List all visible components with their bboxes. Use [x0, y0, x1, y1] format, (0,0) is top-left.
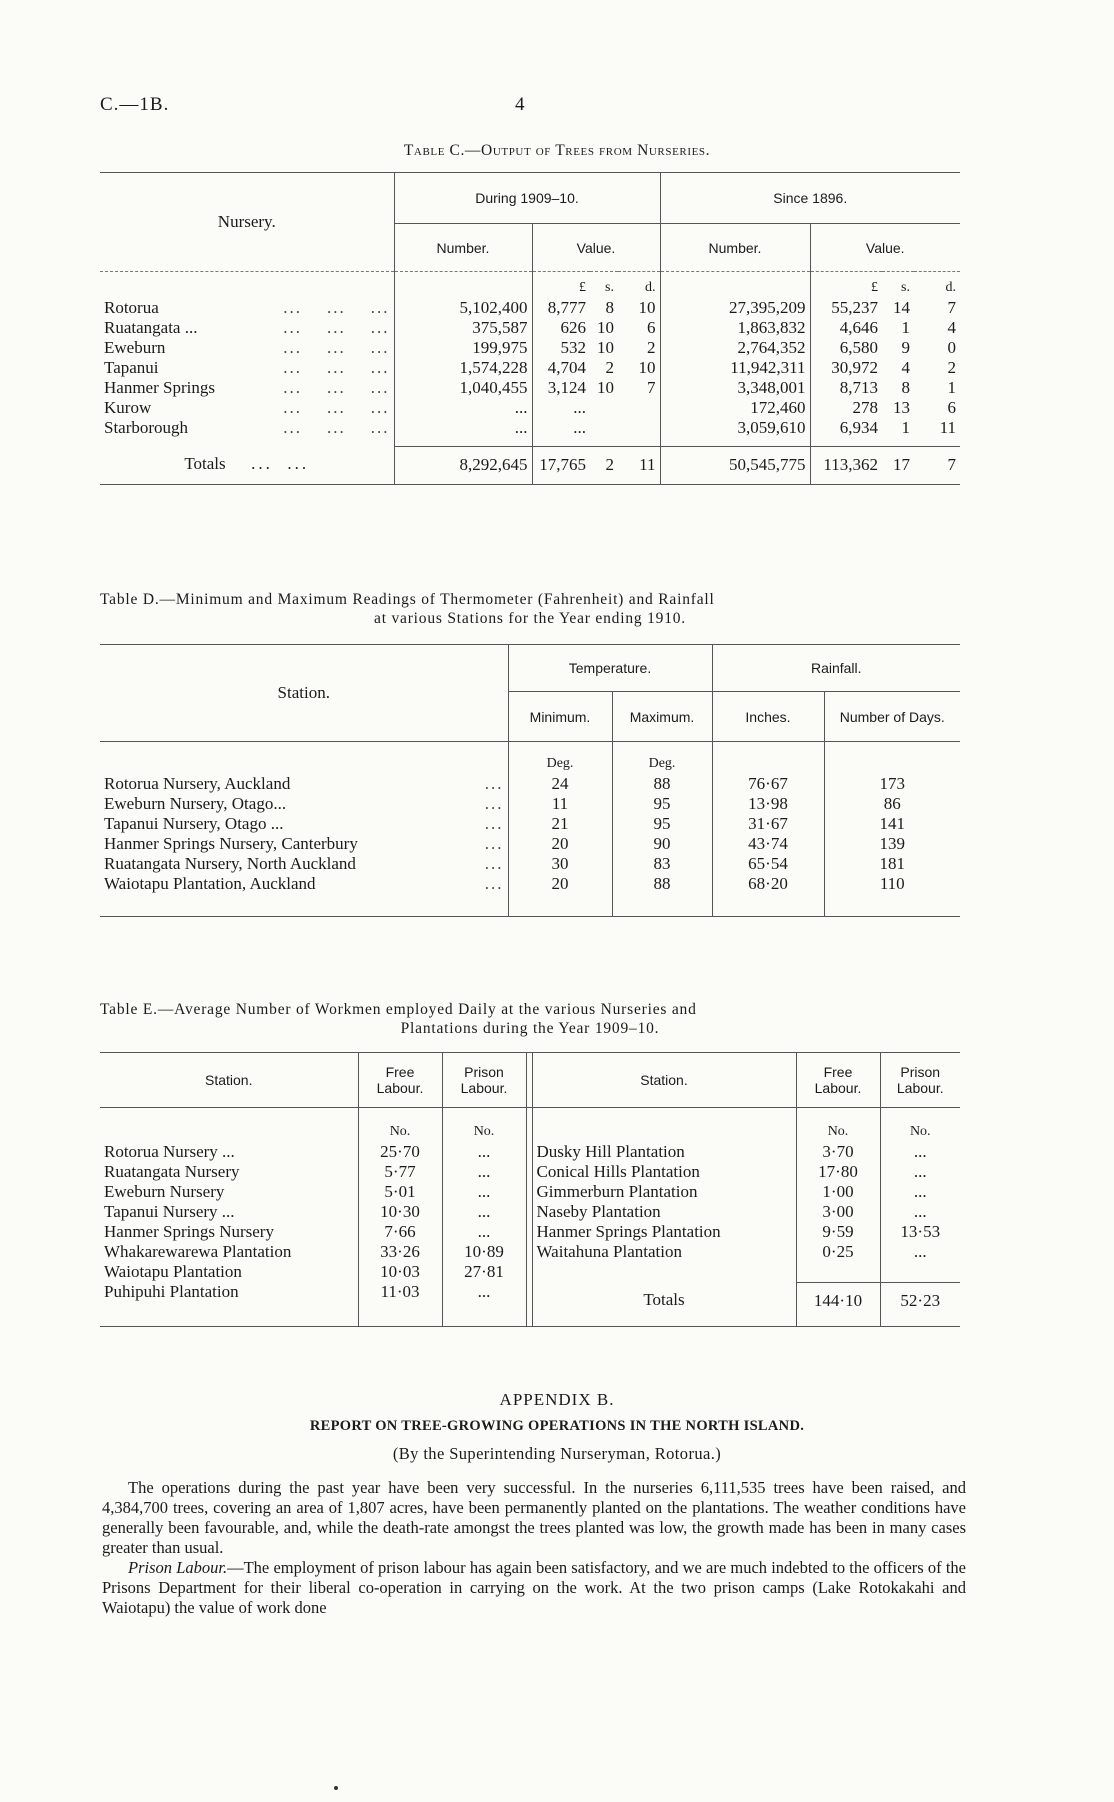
value-since-shillings: 13	[893, 398, 910, 417]
value-1909-shillings: 10	[597, 338, 614, 357]
station-name-left: Hanmer Springs Nursery	[104, 1222, 274, 1241]
page-series-code: C.—1B.	[100, 94, 170, 115]
paragraph-operations: The operations during the past year have been very successful. In the nurseries 6,111,535 trees have been raised, and 4,384,700 trees, covering an area of 1,807 acres, have been permanently planted on the plantations. The weather conditions have generally been favourable, and, while the death-rate amongst the trees planted was low, the growth made has been in many cases greater than usual.	[102, 1478, 966, 1557]
station-name-left: Eweburn Nursery	[104, 1182, 225, 1201]
free-labour-left: 10·03	[358, 1262, 442, 1282]
value-since-pence: 11	[939, 418, 956, 437]
table-c-caption: Table C.—Output of Trees from Nurseries.	[403, 142, 711, 159]
station-name-left: Rotorua Nursery ...	[104, 1142, 235, 1161]
table-d-header-minimum: Minimum.	[508, 692, 612, 742]
table-d	[100, 644, 960, 917]
value-since-pence: 4	[947, 318, 956, 337]
number-since-1896: 27,395,209	[660, 298, 810, 318]
value-since-pounds: 4,646	[810, 318, 882, 338]
free-labour-left: 5·01	[358, 1182, 442, 1202]
station-name-left: Ruatangata Nursery	[104, 1162, 240, 1181]
unit-number: No.	[442, 1108, 526, 1143]
table-e-header-station-right: Station.	[640, 1072, 688, 1088]
table-e-row	[100, 1282, 960, 1311]
unit-shillings: s.	[605, 280, 614, 295]
table-c-row	[100, 298, 960, 318]
prison-labour-left: ...	[442, 1162, 526, 1182]
number-1909: 1,574,228	[394, 358, 532, 378]
appendix-label: APPENDIX B.	[499, 1390, 615, 1409]
table-e-row	[100, 1242, 960, 1262]
table-e-row	[100, 1142, 960, 1162]
value-1909-pounds: 8,777	[532, 298, 590, 318]
unit-pounds: £	[810, 272, 882, 299]
table-e	[100, 1052, 960, 1327]
rainfall-inches: 43·74	[712, 834, 824, 854]
prison-labour-right: 52·23	[880, 1282, 960, 1311]
table-e-caption: Table E.—Average Number of Workmen employed Daily at the various Nurseries and Plantations during the Year 1909–10.	[100, 1001, 697, 1037]
value-1909-pence	[618, 398, 660, 418]
number-since-1896: 3,348,001	[660, 378, 810, 398]
table-d-header-days: Number of Days.	[824, 692, 960, 742]
totals-value-1-shillings: 2	[590, 446, 618, 485]
value-since-pence: 0	[947, 338, 956, 357]
prison-labour-right: ...	[880, 1142, 960, 1162]
value-1909-pence: 10	[638, 358, 656, 377]
value-since-pounds: 30,972	[810, 358, 882, 378]
unit-number: No.	[880, 1108, 960, 1143]
table-c-row	[100, 378, 960, 398]
totals-value-1-pounds: 17,765	[532, 446, 590, 485]
station-name-left: Tapanui Nursery ...	[104, 1202, 235, 1221]
station-name-right	[532, 1262, 796, 1282]
table-d-row	[100, 834, 960, 854]
unit-pence: d.	[945, 280, 956, 295]
value-since-pounds: 8,713	[810, 378, 882, 398]
prison-labour-right	[880, 1262, 960, 1282]
number-since-1896: 1,863,832	[660, 318, 810, 338]
value-1909-shillings: 10	[597, 378, 614, 397]
table-c-row	[100, 338, 960, 358]
number-since-1896: 2,764,352	[660, 338, 810, 358]
table-c-header-number-1: Number.	[394, 224, 532, 272]
station-name-left: Whakarewarewa Plantation	[104, 1242, 292, 1261]
free-labour-right: 9·59	[796, 1222, 880, 1242]
station-name: Eweburn Nursery, Otago... ...	[104, 794, 504, 813]
rainfall-days: 173	[824, 774, 960, 794]
unit-number: No.	[796, 1108, 880, 1143]
temperature-minimum: 24	[508, 774, 612, 794]
temperature-maximum: 95	[612, 794, 712, 814]
rainfall-days: 181	[824, 854, 960, 874]
free-labour-left: 11·03	[358, 1282, 442, 1311]
table-e-header-free-right: Free Labour.	[796, 1053, 880, 1108]
value-1909-pounds: 4,704	[532, 358, 590, 378]
temperature-minimum: 20	[508, 874, 612, 894]
temperature-maximum: 88	[612, 774, 712, 794]
temperature-maximum: 88	[612, 874, 712, 894]
value-since-pounds: 278	[810, 398, 882, 418]
value-since-pounds: 55,237	[810, 298, 882, 318]
totals-number-2: 50,545,775	[660, 446, 810, 485]
value-1909-shillings	[590, 418, 618, 438]
totals-number-1: 8,292,645	[394, 446, 532, 485]
table-d-row	[100, 814, 960, 834]
table-c-header-nursery: Nursery.	[217, 212, 276, 231]
value-since-shillings: 8	[901, 378, 910, 397]
print-speck	[334, 1786, 338, 1790]
free-labour-right: 3·00	[796, 1202, 880, 1222]
free-labour-right: 1·00	[796, 1182, 880, 1202]
totals-value-1-pence: 11	[618, 446, 660, 485]
value-since-pence: 6	[947, 398, 956, 417]
value-1909-pounds: ...	[532, 418, 590, 438]
table-e-row	[100, 1202, 960, 1222]
prison-labour-left: ...	[442, 1282, 526, 1311]
station-name-right: Gimmerburn Plantation	[536, 1182, 698, 1201]
number-1909: 5,102,400	[394, 298, 532, 318]
table-e-row	[100, 1262, 960, 1282]
value-since-pence: 1	[947, 378, 956, 397]
table-e-header-station-left: Station.	[205, 1072, 253, 1088]
appendix-body	[102, 1478, 966, 1618]
paragraph-heading: Prison Labour.	[128, 1558, 228, 1577]
table-d-header-maximum: Maximum.	[612, 692, 712, 742]
value-1909-pounds: 532	[532, 338, 590, 358]
table-c-row	[100, 418, 960, 438]
totals-value-2-pounds: 113,362	[810, 446, 882, 485]
nursery-name: Tapanui ... ... ...	[104, 358, 390, 377]
table-d-row	[100, 854, 960, 874]
table-e-header-prison-right: Prison Labour.	[880, 1053, 960, 1108]
prison-labour-right: ...	[880, 1182, 960, 1202]
nursery-name: Eweburn ... ... ...	[104, 338, 390, 357]
value-since-shillings: 14	[893, 298, 910, 317]
rainfall-days: 139	[824, 834, 960, 854]
rainfall-days: 141	[824, 814, 960, 834]
prison-labour-right: ...	[880, 1242, 960, 1262]
appendix-byline: (By the Superintending Nurseryman, Rotorua.)	[392, 1444, 722, 1463]
nursery-name: Rotorua ... ... ...	[104, 298, 390, 317]
station-name: Rotorua Nursery, Auckland ...	[104, 774, 504, 793]
table-c-header-number-2: Number.	[660, 224, 810, 272]
table-d-row	[100, 874, 960, 894]
unit-degrees: Deg.	[612, 742, 712, 775]
prison-labour-right: 13·53	[880, 1222, 960, 1242]
value-since-shillings: 1	[901, 318, 910, 337]
value-1909-shillings: 10	[597, 318, 614, 337]
value-since-pence: 2	[947, 358, 956, 377]
prison-labour-right: ...	[880, 1202, 960, 1222]
free-labour-left: 33·26	[358, 1242, 442, 1262]
paragraph-prison-labour: Prison Labour.—The employment of prison labour has again been satisfactory, and we are much indebted to the officers of the Prisons Department for their liberal co-operation in carrying on the work. At the two prison camps (Lake Rotokakahi and Waiotapu) the value of work done	[102, 1558, 966, 1617]
station-name-right: Hanmer Springs Plantation	[536, 1222, 721, 1241]
station-name: Hanmer Springs Nursery, Canterbury ...	[104, 834, 504, 853]
table-d-header-rainfall: Rainfall.	[712, 645, 960, 692]
table-c-header-value-2: Value.	[810, 224, 960, 272]
station-name-right: Waitahuna Plantation	[536, 1242, 682, 1261]
number-1909: ...	[394, 418, 532, 438]
nursery-name: Hanmer Springs ... ... ...	[104, 378, 390, 397]
value-1909-pounds: 626	[532, 318, 590, 338]
number-since-1896: 172,460	[660, 398, 810, 418]
value-since-pounds: 6,580	[810, 338, 882, 358]
unit-pence: d.	[645, 280, 656, 295]
prison-labour-left: ...	[442, 1202, 526, 1222]
nursery-name: Kurow ... ... ...	[104, 398, 390, 417]
prison-labour-left: ...	[442, 1222, 526, 1242]
value-1909-shillings	[590, 398, 618, 418]
table-d-caption: Table D.—Minimum and Maximum Readings of Thermometer (Fahrenheit) and Rainfall at various Stations for the Year ending 1910.	[100, 591, 715, 627]
value-since-shillings: 1	[901, 418, 910, 437]
free-labour-right: 3·70	[796, 1142, 880, 1162]
prison-labour-left: ...	[442, 1182, 526, 1202]
free-labour-right: 17·80	[796, 1162, 880, 1182]
value-since-shillings: 4	[901, 358, 910, 377]
free-labour-left: 25·70	[358, 1142, 442, 1162]
appendix-title: REPORT ON TREE-GROWING OPERATIONS IN THE NORTH ISLAND.	[309, 1418, 805, 1434]
value-1909-pence: 10	[638, 298, 656, 317]
station-name-left: Waiotapu Plantation	[104, 1262, 242, 1281]
totals-label: Totals ... ...	[184, 454, 310, 473]
totals-value-2-shillings: 17	[882, 446, 914, 485]
free-labour-left: 10·30	[358, 1202, 442, 1222]
table-e-row	[100, 1182, 960, 1202]
totals-value-2-pence: 7	[914, 446, 960, 485]
temperature-minimum: 20	[508, 834, 612, 854]
value-1909-pounds: ...	[532, 398, 590, 418]
prison-labour-left: ...	[442, 1142, 526, 1162]
value-1909-pence	[618, 418, 660, 438]
station-name: Waiotapu Plantation, Auckland ...	[104, 874, 504, 893]
station-name-right: Conical Hills Plantation	[536, 1162, 700, 1181]
table-c-header-since: Since 1896.	[660, 173, 960, 224]
rainfall-inches: 13·98	[712, 794, 824, 814]
rainfall-inches: 65·54	[712, 854, 824, 874]
table-d-header-station: Station.	[277, 683, 330, 702]
number-since-1896: 11,942,311	[660, 358, 810, 378]
table-e-header-prison-left: Prison Labour.	[442, 1053, 526, 1108]
table-e-row	[100, 1222, 960, 1242]
value-1909-shillings: 8	[605, 298, 614, 317]
table-c	[100, 172, 960, 485]
totals-label: Totals	[643, 1290, 685, 1309]
prison-labour-left: 10·89	[442, 1242, 526, 1262]
table-c-row	[100, 398, 960, 418]
prison-labour-right: ...	[880, 1162, 960, 1182]
nursery-name: Ruatangata ... ... ... ...	[104, 318, 390, 337]
table-c-row	[100, 358, 960, 378]
station-name: Tapanui Nursery, Otago ... ...	[104, 814, 504, 833]
rainfall-inches: 31·67	[712, 814, 824, 834]
temperature-maximum: 90	[612, 834, 712, 854]
table-c-totals-row	[100, 446, 960, 485]
value-1909-pence: 7	[647, 378, 656, 397]
table-c-row	[100, 318, 960, 338]
unit-degrees: Deg.	[508, 742, 612, 775]
value-since-pounds: 6,934	[810, 418, 882, 438]
unit-number: No.	[358, 1108, 442, 1143]
temperature-minimum: 21	[508, 814, 612, 834]
table-d-row	[100, 794, 960, 814]
free-labour-right: 144·10	[796, 1282, 880, 1311]
value-1909-pence: 2	[647, 338, 656, 357]
value-1909-shillings: 2	[605, 358, 614, 377]
temperature-maximum: 83	[612, 854, 712, 874]
table-c-header-value-1: Value.	[532, 224, 660, 272]
value-since-pence: 7	[947, 298, 956, 317]
station-name-left: Puhipuhi Plantation	[104, 1282, 239, 1301]
table-e-row	[100, 1162, 960, 1182]
number-1909: 1,040,455	[394, 378, 532, 398]
rainfall-days: 110	[824, 874, 960, 894]
page-number: 4	[515, 94, 525, 115]
temperature-maximum: 95	[612, 814, 712, 834]
table-c-header-during: During 1909–10.	[394, 173, 660, 224]
table-d-row	[100, 774, 960, 794]
station-name-right: Dusky Hill Plantation	[536, 1142, 685, 1161]
unit-pounds: £	[532, 272, 590, 299]
number-1909: 375,587	[394, 318, 532, 338]
rainfall-inches: 68·20	[712, 874, 824, 894]
station-name: Ruatangata Nursery, North Auckland ...	[104, 854, 504, 873]
table-d-header-inches: Inches.	[712, 692, 824, 742]
free-labour-right: 0·25	[796, 1242, 880, 1262]
value-1909-pence: 6	[647, 318, 656, 337]
number-1909: ...	[394, 398, 532, 418]
prison-labour-left: 27·81	[442, 1262, 526, 1282]
number-1909: 199,975	[394, 338, 532, 358]
rainfall-inches: 76·67	[712, 774, 824, 794]
unit-shillings: s.	[901, 280, 910, 295]
free-labour-left: 5·77	[358, 1162, 442, 1182]
rainfall-days: 86	[824, 794, 960, 814]
value-1909-pounds: 3,124	[532, 378, 590, 398]
temperature-minimum: 30	[508, 854, 612, 874]
table-e-header-free-left: Free Labour.	[358, 1053, 442, 1108]
free-labour-right	[796, 1262, 880, 1282]
nursery-name: Starborough ... ... ...	[104, 418, 390, 437]
value-since-shillings: 9	[901, 338, 910, 357]
temperature-minimum: 11	[508, 794, 612, 814]
free-labour-left: 7·66	[358, 1222, 442, 1242]
number-since-1896: 3,059,610	[660, 418, 810, 438]
table-d-header-temperature: Temperature.	[508, 645, 712, 692]
station-name-right: Naseby Plantation	[536, 1202, 661, 1221]
